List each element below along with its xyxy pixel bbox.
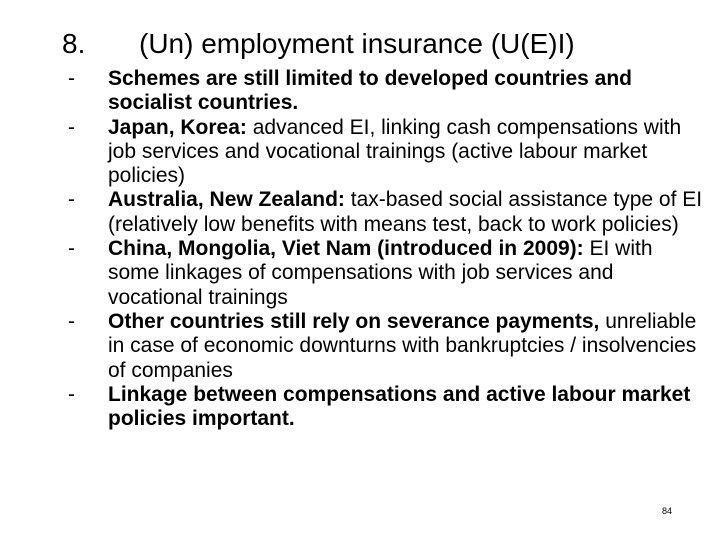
bullet-text: advanced EI, linking cash compensations with job services and vocational trainings (active labour market policies) [108,115,682,188]
bullet-dash: - [68,188,75,212]
bullet-item-japan-korea [68,116,708,189]
bullet-bold-text: Schemes are still limited to developed countries and socialist countries. [108,67,632,115]
bullet-bold-text: China, Mongolia, Viet Nam (introduced in 2009): [108,237,584,261]
bullet-item-linkage [68,383,708,432]
bullet-bold-text: Japan, Korea: [108,115,247,139]
bullet-dash: - [68,67,75,90]
bullet-bold-text: Linkage between compensations and active labour market policies important. [108,382,691,431]
bullet-bold-text: Other countries still rely on severance payments, [108,309,600,333]
bullet-text: EI with some linkages of compensations with job services and vocational trainings [108,237,653,309]
bullet-item-schemes [68,67,708,116]
bullet-dash: - [68,115,75,139]
bullet-dash: - [68,309,75,333]
bullet-item-other-countries [68,310,708,383]
bullet-dash: - [68,237,75,261]
slide-title: (Un) employment insurance (U(E)I) [139,28,575,59]
page-number: 84 [662,506,673,516]
bullet-dash: - [68,382,75,406]
bullet-bold-text: Australia, New Zealand: [108,188,345,212]
bullet-text: unreliable in case of economic downturns with bankruptcies / insolvencies of companies [108,309,697,382]
bullet-list [68,67,708,431]
bullet-item-australia-nz [68,188,708,237]
section-number: 8. [62,28,86,59]
bullet-text: tax-based social assistance type of EI (relatively low benefits with means test, back to work policies) [108,188,703,236]
bullet-item-china-mongolia-vietnam [68,237,708,310]
